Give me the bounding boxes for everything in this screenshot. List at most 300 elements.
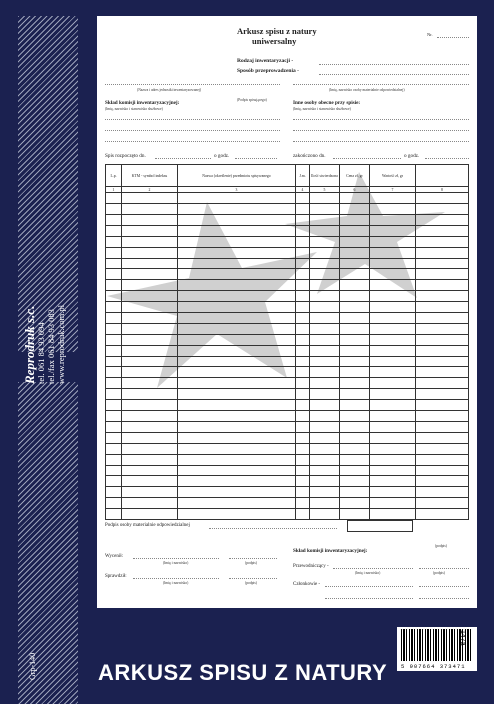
table-cell[interactable] [310,313,340,324]
table-cell[interactable] [178,487,296,498]
table-cell[interactable] [310,236,340,247]
table-row[interactable] [106,421,469,432]
table-cell[interactable] [340,454,370,465]
table-cell[interactable] [106,443,122,454]
table-cell[interactable] [296,432,310,443]
table-cell[interactable] [106,334,122,345]
table-cell[interactable] [340,215,370,226]
table-cell[interactable] [178,389,296,400]
table-row[interactable] [106,302,469,313]
table-cell[interactable] [370,215,416,226]
table-row[interactable] [106,378,469,389]
table-cell[interactable] [296,215,310,226]
table-cell[interactable] [178,291,296,302]
table-cell[interactable] [416,258,469,269]
table-cell[interactable] [340,291,370,302]
table-cell[interactable] [416,509,469,520]
table-cell[interactable] [178,334,296,345]
table-cell[interactable] [370,323,416,334]
table-cell[interactable] [296,367,310,378]
table-cell[interactable] [370,225,416,236]
finished-date-field[interactable] [333,158,401,159]
table-row[interactable] [106,193,469,204]
table-cell[interactable] [416,367,469,378]
checked-by-field[interactable] [133,578,219,579]
table-cell[interactable] [106,291,122,302]
table-cell[interactable] [370,345,416,356]
table-cell[interactable] [370,367,416,378]
table-cell[interactable] [106,465,122,476]
table-row[interactable] [106,367,469,378]
table-cell[interactable] [178,378,296,389]
table-cell[interactable] [370,269,416,280]
table-cell[interactable] [296,476,310,487]
table-cell[interactable] [122,215,178,226]
table-cell[interactable] [370,291,416,302]
table-cell[interactable] [122,378,178,389]
table-row[interactable] [106,389,469,400]
table-cell[interactable] [122,345,178,356]
table-row[interactable] [106,291,469,302]
table-cell[interactable] [106,258,122,269]
table-cell[interactable] [310,454,340,465]
table-cell[interactable] [106,345,122,356]
table-cell[interactable] [370,313,416,324]
table-row[interactable] [106,323,469,334]
table-cell[interactable] [122,487,178,498]
table-cell[interactable] [340,302,370,313]
unit-address-field[interactable] [105,84,280,85]
table-row[interactable] [106,487,469,498]
table-cell[interactable] [416,334,469,345]
table-cell[interactable] [416,204,469,215]
table-cell[interactable] [340,487,370,498]
table-cell[interactable] [310,193,340,204]
table-cell[interactable] [340,421,370,432]
table-cell[interactable] [106,487,122,498]
table-cell[interactable] [122,280,178,291]
table-row[interactable] [106,269,469,280]
table-cell[interactable] [106,432,122,443]
table-cell[interactable] [178,345,296,356]
chairman-field[interactable] [333,568,413,569]
table-cell[interactable] [178,236,296,247]
table-cell[interactable] [178,204,296,215]
table-cell[interactable] [178,193,296,204]
table-cell[interactable] [370,498,416,509]
table-cell[interactable] [416,236,469,247]
table-cell[interactable] [416,476,469,487]
table-cell[interactable] [370,487,416,498]
table-cell[interactable] [340,509,370,520]
table-cell[interactable] [106,204,122,215]
table-cell[interactable] [178,498,296,509]
table-cell[interactable] [122,411,178,422]
table-cell[interactable] [416,193,469,204]
table-row[interactable] [106,247,469,258]
table-cell[interactable] [416,323,469,334]
table-cell[interactable] [370,454,416,465]
table-cell[interactable] [296,400,310,411]
table-cell[interactable] [296,356,310,367]
table-row[interactable] [106,432,469,443]
chairman-signature-field[interactable] [419,568,469,569]
table-cell[interactable] [122,225,178,236]
table-cell[interactable] [340,378,370,389]
table-cell[interactable] [370,334,416,345]
table-cell[interactable] [370,421,416,432]
table-cell[interactable] [416,465,469,476]
table-cell[interactable] [310,334,340,345]
table-row[interactable] [106,356,469,367]
others-field-3[interactable] [293,141,469,142]
table-cell[interactable] [178,454,296,465]
table-cell[interactable] [416,225,469,236]
table-cell[interactable] [122,302,178,313]
table-cell[interactable] [340,400,370,411]
table-cell[interactable] [310,443,340,454]
table-cell[interactable] [340,258,370,269]
table-cell[interactable] [296,345,310,356]
table-cell[interactable] [416,378,469,389]
started-date-field[interactable] [155,158,211,159]
table-cell[interactable] [296,225,310,236]
table-cell[interactable] [416,411,469,422]
table-cell[interactable] [370,400,416,411]
table-cell[interactable] [296,280,310,291]
table-cell[interactable] [416,302,469,313]
table-cell[interactable] [296,258,310,269]
table-cell[interactable] [178,280,296,291]
table-row[interactable] [106,215,469,226]
table-cell[interactable] [340,443,370,454]
priced-by-field[interactable] [133,558,219,559]
table-cell[interactable] [416,389,469,400]
table-cell[interactable] [296,313,310,324]
table-cell[interactable] [122,465,178,476]
table-row[interactable] [106,280,469,291]
table-cell[interactable] [370,204,416,215]
table-cell[interactable] [296,236,310,247]
table-cell[interactable] [122,334,178,345]
table-cell[interactable] [370,247,416,258]
table-cell[interactable] [296,454,310,465]
table-cell[interactable] [340,280,370,291]
table-cell[interactable] [178,432,296,443]
table-row[interactable] [106,443,469,454]
table-cell[interactable] [296,291,310,302]
table-cell[interactable] [340,476,370,487]
table-cell[interactable] [122,193,178,204]
table-cell[interactable] [122,432,178,443]
table-cell[interactable] [122,258,178,269]
table-cell[interactable] [122,454,178,465]
table-cell[interactable] [178,400,296,411]
table-cell[interactable] [178,411,296,422]
table-row[interactable] [106,465,469,476]
table-cell[interactable] [416,498,469,509]
table-cell[interactable] [310,476,340,487]
table-cell[interactable] [340,204,370,215]
table-cell[interactable] [178,367,296,378]
started-time-field[interactable] [235,158,277,159]
commission-field-2[interactable] [105,130,280,131]
method-field[interactable] [319,74,469,75]
table-row[interactable] [106,204,469,215]
table-cell[interactable] [178,313,296,324]
table-cell[interactable] [106,225,122,236]
table-cell[interactable] [310,258,340,269]
commission-field-3[interactable] [105,141,280,142]
table-cell[interactable] [122,291,178,302]
table-cell[interactable] [370,193,416,204]
table-cell[interactable] [178,443,296,454]
table-cell[interactable] [310,247,340,258]
member-field-1[interactable] [325,586,413,587]
table-cell[interactable] [122,476,178,487]
table-cell[interactable] [106,280,122,291]
table-row[interactable] [106,400,469,411]
table-cell[interactable] [178,269,296,280]
table-cell[interactable] [416,345,469,356]
table-cell[interactable] [370,476,416,487]
table-cell[interactable] [310,280,340,291]
table-cell[interactable] [370,236,416,247]
table-cell[interactable] [416,443,469,454]
table-row[interactable] [106,411,469,422]
table-cell[interactable] [416,432,469,443]
table-cell[interactable] [122,204,178,215]
table-cell[interactable] [416,400,469,411]
table-cell[interactable] [122,400,178,411]
table-cell[interactable] [416,215,469,226]
table-cell[interactable] [416,356,469,367]
commission-field-1[interactable] [105,119,280,120]
table-cell[interactable] [178,356,296,367]
table-cell[interactable] [106,389,122,400]
cover-title: ARKUSZ SPISU Z NATURY [98,660,388,685]
table-cell[interactable] [106,215,122,226]
table-cell[interactable] [122,443,178,454]
priced-by-signature-field[interactable] [229,558,277,559]
table-cell[interactable] [178,258,296,269]
table-cell[interactable] [340,236,370,247]
table-cell[interactable] [106,313,122,324]
table-cell[interactable] [340,345,370,356]
table-row[interactable] [106,345,469,356]
table-cell[interactable] [106,236,122,247]
finished-time-field[interactable] [425,158,469,159]
table-row[interactable] [106,258,469,269]
table-cell[interactable] [310,356,340,367]
table-cell[interactable] [340,498,370,509]
member-signature-field-1[interactable] [419,586,469,587]
table-cell[interactable] [340,225,370,236]
table-cell[interactable] [416,247,469,258]
table-cell[interactable] [178,476,296,487]
table-cell[interactable] [122,498,178,509]
table-cell[interactable] [310,225,340,236]
table-row[interactable] [106,498,469,509]
table-cell[interactable] [106,367,122,378]
table-cell[interactable] [370,411,416,422]
table-cell[interactable] [370,432,416,443]
table-cell[interactable] [310,465,340,476]
table-cell[interactable] [370,443,416,454]
table-cell[interactable] [122,356,178,367]
table-cell[interactable] [416,487,469,498]
table-cell[interactable] [106,269,122,280]
table-cell[interactable] [106,509,122,520]
table-cell[interactable] [416,421,469,432]
table-cell[interactable] [370,258,416,269]
responsible-signature-field[interactable] [209,528,337,529]
table-cell[interactable] [106,193,122,204]
table-cell[interactable] [106,411,122,422]
table-cell[interactable] [106,476,122,487]
table-cell[interactable] [310,323,340,334]
table-cell[interactable] [296,378,310,389]
table-cell[interactable] [122,269,178,280]
table-cell[interactable] [178,509,296,520]
table-cell[interactable] [370,509,416,520]
table-cell[interactable] [122,367,178,378]
table-cell[interactable] [296,204,310,215]
table-cell[interactable] [340,411,370,422]
table-cell[interactable] [340,313,370,324]
table-cell[interactable] [370,378,416,389]
table-cell[interactable] [370,280,416,291]
table-cell[interactable] [310,498,340,509]
table-cell[interactable] [122,421,178,432]
table-cell[interactable] [340,193,370,204]
table-cell[interactable] [296,334,310,345]
table-cell[interactable] [122,247,178,258]
table-cell[interactable] [416,313,469,324]
checked-by-signature-field[interactable] [229,578,277,579]
table-cell[interactable] [296,498,310,509]
member-field-2[interactable] [325,598,413,599]
table-cell[interactable] [296,389,310,400]
inventory-type-field[interactable] [319,64,469,65]
table-cell[interactable] [340,356,370,367]
table-cell[interactable] [106,302,122,313]
table-cell[interactable] [296,443,310,454]
table-cell[interactable] [340,367,370,378]
table-cell[interactable] [178,225,296,236]
table-cell[interactable] [296,465,310,476]
total-box[interactable] [347,520,413,532]
table-cell[interactable] [416,291,469,302]
table-cell[interactable] [416,269,469,280]
table-cell[interactable] [106,356,122,367]
table-cell[interactable] [310,367,340,378]
table-cell[interactable] [122,313,178,324]
left-stripe-pattern-top [18,16,78,352]
table-cell[interactable] [178,302,296,313]
table-cell[interactable] [310,432,340,443]
table-row[interactable] [106,225,469,236]
table-cell[interactable] [296,193,310,204]
table-cell[interactable] [296,509,310,520]
table-cell[interactable] [122,509,178,520]
table-cell[interactable] [296,269,310,280]
table-cell[interactable] [310,269,340,280]
table-row[interactable] [106,509,469,520]
table-cell[interactable] [296,421,310,432]
table-cell[interactable] [340,432,370,443]
table-cell[interactable] [178,323,296,334]
table-cell[interactable] [122,236,178,247]
table-row[interactable] [106,313,469,324]
table-cell[interactable] [178,215,296,226]
table-cell[interactable] [340,389,370,400]
table-cell[interactable] [370,302,416,313]
table-cell[interactable] [310,487,340,498]
table-cell[interactable] [296,302,310,313]
table-cell[interactable] [310,389,340,400]
table-cell[interactable] [310,291,340,302]
table-cell[interactable] [122,389,178,400]
table-cell[interactable] [106,378,122,389]
table-cell[interactable] [310,378,340,389]
table-cell[interactable] [310,215,340,226]
table-row[interactable] [106,334,469,345]
table-cell[interactable] [106,421,122,432]
table-cell[interactable] [310,509,340,520]
others-field-1[interactable] [293,119,469,120]
number-field[interactable] [437,37,469,38]
table-cell[interactable] [340,247,370,258]
table-row[interactable] [106,476,469,487]
table-cell[interactable] [310,421,340,432]
table-cell[interactable] [370,356,416,367]
table-cell[interactable] [178,421,296,432]
table-cell[interactable] [310,204,340,215]
table-cell[interactable] [106,454,122,465]
table-cell[interactable] [416,280,469,291]
table-cell[interactable] [178,247,296,258]
member-signature-field-2[interactable] [419,598,469,599]
table-cell[interactable] [310,411,340,422]
table-cell[interactable] [122,323,178,334]
table-cell[interactable] [310,400,340,411]
table-cell[interactable] [296,487,310,498]
table-cell[interactable] [106,247,122,258]
table-row[interactable] [106,454,469,465]
responsible-person-field[interactable] [293,84,469,85]
table-cell[interactable] [416,454,469,465]
table-cell[interactable] [106,400,122,411]
table-cell[interactable] [340,269,370,280]
table-cell[interactable] [310,345,340,356]
table-cell[interactable] [370,389,416,400]
table-cell[interactable] [340,334,370,345]
table-cell[interactable] [370,465,416,476]
others-field-2[interactable] [293,130,469,131]
table-cell[interactable] [296,247,310,258]
table-row[interactable] [106,236,469,247]
table-cell[interactable] [296,323,310,334]
table-cell[interactable] [340,465,370,476]
table-cell[interactable] [340,323,370,334]
table-cell[interactable] [178,465,296,476]
table-cell[interactable] [106,323,122,334]
plu-code: 147a [459,630,466,646]
table-cell[interactable] [296,411,310,422]
table-cell[interactable] [106,498,122,509]
table-cell[interactable] [310,302,340,313]
